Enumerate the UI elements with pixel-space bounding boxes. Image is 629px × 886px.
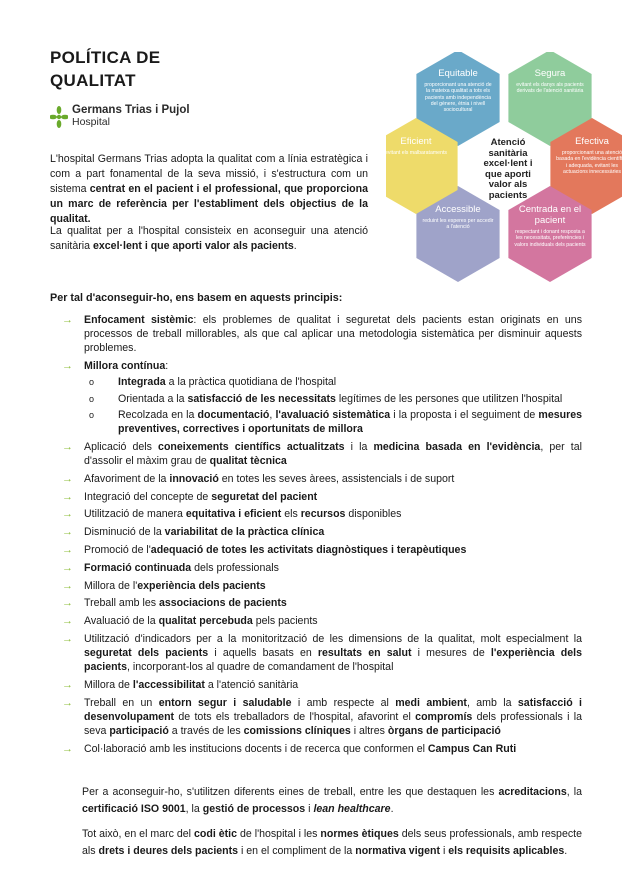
hexagon-description: proporcionant una atenció de la mateixa qualitat a tots els pacients amb independència del gènere, ètnia i nivell sociocultural [424, 82, 492, 114]
arrow-icon: → [62, 696, 73, 709]
principle-text: Aplicació dels coneixements científics actualitzats i la medicina basada en l'evidència, per tal d'assolir el màxim grau de qualitat tècnica [84, 440, 582, 468]
principle-item [62, 359, 582, 436]
hexagon-label [556, 136, 628, 175]
hexagon-label [514, 204, 586, 248]
principle-item [62, 579, 582, 593]
principle-text: Afavoriment de la innovació en totes les seves àrees, assistencials i de suport [84, 472, 455, 485]
arrow-icon: → [62, 508, 73, 521]
arrow-icon: → [62, 561, 73, 574]
principle-item [62, 440, 582, 468]
arrow-icon: → [62, 679, 73, 692]
hexagon-title: Segura [534, 68, 566, 79]
closing-paragraph-1: Per a aconseguir-ho, s'utilitzen diferents eines de treball, entre les que destaquen les acreditacions, la certificació ISO 9001, la gestió de processos i lean healthcare. [82, 786, 583, 815]
hexagon-label [380, 136, 452, 156]
leaf-icon [50, 106, 68, 128]
arrow-icon: → [62, 472, 73, 485]
diagram-center-label: Atenció sanitària excel·lent i que aporti valor als pacients [483, 137, 533, 201]
subitem-text: Recolzada en la documentació, l'avaluació sistemàtica i la proposta i el seguiment de mesures preventives, correctives i oportunitats de millora [118, 408, 583, 436]
principle-subitem [84, 408, 582, 436]
hexagon-description: evitant els danys als pacients derivats de l'atenció sanitària [516, 82, 584, 95]
hexagon-description: respectant i donant resposta a les necessitats, preferències i valors individuals dels pacients [514, 229, 586, 248]
principle-text: Utilització d'indicadors per a la monitorització de les dimensions de la qualitat, molt especialment la seguretat dels pacients i aquells basats en resultats en salut i mesures de l'experiència dels pacients, incorporant-los al quadre de comandament de l'hospital [84, 632, 582, 674]
principle-text: Treball en un entorn segur i saludable i amb respecte al medi ambient, amb la satisfacció i desenvolupament de tots els treballadors de l'hospital, afavorint el compromís dels professionals i la seva participació a través de les comissions clíniques i altres òrgans de participació [84, 696, 582, 738]
principle-text: Utilització de manera equitativa i eficient els recursos disponibles [84, 508, 402, 521]
arrow-icon: → [62, 597, 73, 610]
arrow-icon: → [62, 632, 73, 645]
principle-text: Col·laboració amb les institucions docents i de recerca que conformen el Campus Can Ruti [84, 743, 517, 756]
arrow-icon: → [62, 440, 73, 453]
arrow-icon: → [62, 544, 73, 556]
arrow-icon: → [62, 490, 73, 503]
principle-item [62, 632, 582, 675]
hospital-logo [50, 104, 210, 130]
hexagon-title: Eficient [400, 136, 432, 147]
page-title: POLÍTICA DE QUALITAT [50, 48, 161, 90]
principles-heading: Per tal d'aconseguir-ho, ens basem en aquests principis: [50, 292, 343, 304]
principle-item [62, 313, 582, 356]
arrow-icon: → [62, 579, 73, 592]
principle-item [62, 696, 582, 739]
arrow-icon: → [62, 743, 73, 756]
arrow-icon: → [62, 526, 73, 539]
principle-text: Millora contínua: [84, 360, 169, 373]
intro-paragraph-1: L'hospital Germans Trias adopta la qualitat com a línia estratègica i com a part fonamental de la seva missió, i s'estructura com un sistema centrat en el pacient i el professional, que proporciona un marc de referència per l'establiment dels objectius de la qualitat. [50, 153, 368, 225]
principle-item [62, 472, 582, 486]
principle-item [62, 490, 582, 504]
hexagon-description: evitant els malbarataments [385, 150, 447, 156]
principle-subitem [84, 375, 582, 389]
principle-text: Millora de l'experiència dels pacients [84, 579, 266, 592]
principle-item [62, 507, 582, 521]
arrow-icon: → [62, 360, 73, 373]
principles-list [62, 313, 582, 760]
principle-item [62, 614, 582, 628]
principle-text: Millora de l'accessibilitat a l'atenció sanitària [84, 679, 299, 692]
hexagon-title: Accessible [435, 204, 481, 215]
principle-text: Disminució de la variabilitat de la pràctica clínica [84, 526, 325, 539]
principle-item [62, 678, 582, 692]
arrow-icon: → [62, 615, 73, 628]
hexagon-description: reduint les esperes per accedir a l'atenció [422, 218, 494, 231]
closing-paragraph-2: Tot això, en el marc del codi ètic de l'hospital i les normes ètiques dels seus professionals, amb respecte als drets i deures dels pacients i en el compliment de la normativa vigent i els requisits aplicables. [82, 828, 582, 857]
circle-bullet-icon: o [89, 393, 95, 404]
principle-item [62, 561, 582, 575]
hexagon-title: Equitable [438, 68, 478, 79]
hexagon-title: Centrada en el pacient [518, 204, 582, 226]
circle-bullet-icon: o [89, 409, 95, 420]
intro-paragraph-2: La qualitat per a l'hospital consisteix en aconseguir una atenció sanitària excel·lent i que aporti valor als pacients. [50, 225, 368, 252]
quality-dimensions-diagram [385, 52, 628, 282]
hexagon-label [422, 68, 494, 113]
principle-text: Formació continuada dels professionals [84, 561, 279, 574]
circle-bullet-icon: o [89, 377, 95, 388]
principle-text: Promoció de l'adequació de totes les activitats diagnòstiques i terapèutiques [84, 544, 467, 556]
principle-item [62, 543, 582, 557]
arrow-icon: → [62, 314, 73, 326]
principle-item [62, 596, 582, 610]
hexagon-description: proporcionant una atenció basada en l'evidència científica i adequada, evitant les actuacions innecessàries [556, 150, 628, 175]
subitem-text: Integrada a la pràctica quotidiana de l'hospital [118, 376, 337, 389]
subitem-text: Orientada a la satisfacció de les necessitats legítimes de les persones que utilitzen l'hospital [118, 392, 563, 405]
principle-text: Avaluació de la qualitat percebuda pels pacients [84, 615, 318, 628]
principle-item [62, 742, 582, 756]
principle-text: Integració del concepte de seguretat del pacient [84, 490, 318, 503]
principle-text: Enfocament sistèmic: els problemes de qualitat i seguretat dels pacients estan originats en uns processos de treball millorables, als que cal aplicar una metodologia sistemàtica per disminuir aquests problemes. [84, 314, 582, 355]
principle-item [62, 525, 582, 539]
hexagon-label [422, 204, 494, 231]
principle-text: Treball amb les associacions de pacients [84, 597, 287, 610]
principle-subitem [84, 392, 582, 406]
logo-subtitle: Hospital [72, 116, 110, 128]
hexagon-title: Efectiva [575, 136, 609, 147]
hexagon-label [514, 68, 586, 95]
logo-name: Germans Trias i Pujol [72, 104, 190, 116]
